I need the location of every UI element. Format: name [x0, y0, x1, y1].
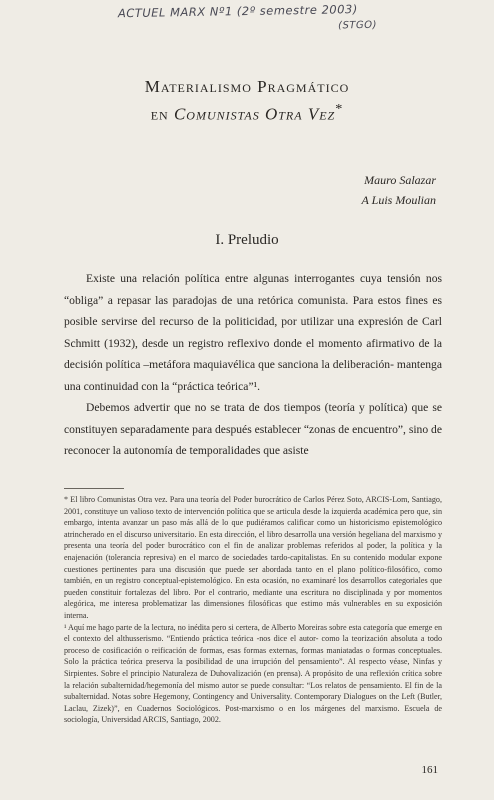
handwritten-line-2: (STGO)	[338, 19, 378, 32]
title-line-2	[0, 98, 494, 126]
article-title	[0, 76, 494, 126]
footnote-divider	[64, 488, 124, 489]
author-name: Mauro Salazar	[364, 173, 436, 187]
section-heading: I. Preludio	[215, 232, 279, 248]
footnote-star: * El libro Comunistas Otra vez. Para una teoría del Poder burocrático de Carlos Pérez Soto, ARCIS-Lom, Santiago, 2001, constituye un valioso texto de intervención política que se articula desde la izquierda académica pero que, sin embargo, intenta avanzar un paso más allá de lo que pudiéramos calificar como un historicismo epistemológico atrincherado en el discurso universitario. En esta dirección, el libro desarrolla una versión hegeliana del marxismo y presenta una teoría del poder burocrático con el fin de analizar problemas referidos al poder, la política y la enajenación (tolerancia represiva) en el marco de sociedades tardo-capitalistas. En su contenido modular expone cuestiones pertinentes para una discusión que puede ser abordada tanto en el plano político-filosófico, como también, en un registro conceptual-epistemológico. En esta ocasión, no examinaré los desarrollos categoriales que pueden constituir fortalezas del libro. Por el contrario, mediante una escritura no disciplinada y por momentos alegórica, me interesa problematizar las dimensiones filosóficas que estimo más vulnerables en su exposición interna.	[64, 495, 442, 620]
title-prefix: en	[150, 104, 174, 124]
footnote-1: ¹ Aquí me hago parte de la lectura, no inédita pero si certera, de Alberto Moreiras sobre esta categoría que emerge en el contexto del althusserismo. “Entiendo práctica teórica -nos dice el autor- como la teorización absoluta a todo proceso de cosificación o reificación de formas, esas formas externas, formas maniatadas o formas conceptuales. Solo la práctica teórica preserva la posibilidad de una irrupción del pensamiento”. Al respecto véase, Ninfas y Sirpientes. Sobre el principio Naturaleza de Duhovalización (en prensa). A propósito de una reflexión crítica sobre la relación subalternidad/hegemonía del mismo autor se puede consultar: “Los relatos de pensamiento. El fin de la subalternidad. Notas sobre Hegemony, Contingency and Universality. Contemporary Dialogues on the Left (Butler, Laclau, Zizek)”, en Cuadernos Sociológicos. Post-marxismo o en los márgenes del marxismo. Escuela de sociología, Universidad ARCIS, Santiago, 2002.	[64, 622, 442, 725]
dedication: A Luis Moulian	[361, 193, 436, 207]
body-text	[64, 268, 442, 462]
author-block	[362, 170, 436, 210]
title-line-1: Materialismo Pragmático	[144, 77, 350, 96]
paragraph-1: Existe una relación política entre algunas interrogantes cuya tensión nos “obliga” a repasar las paradojas de una retórica comunista. Para estos fines es posible servirse del recurso de la politicidad, por utilizar una expresión de Carl Schmitt (1932), desde un registro reflexivo donde el momento afirmativo de la decisión política –metáfora maquiavélica que sanciona la deliberación- mantenga una continuidad con la “práctica teórica”¹.	[64, 272, 442, 393]
page-number: 161	[421, 764, 438, 776]
title-book-name: Comunistas Otra Vez	[173, 104, 336, 124]
paragraph-2: Debemos advertir que no se trata de dos tiempos (teoría y política) que se constituyen separadamente para después establecer “zonas de encuentro”, sino de reconocer la autonomía de temporalidades que asiste	[64, 401, 442, 457]
footnotes	[64, 494, 442, 726]
title-footnote-marker: *	[335, 101, 344, 117]
handwritten-annotation	[118, 2, 377, 36]
handwritten-line-1: ACTUEL MARX Nº1 (2º semestre 2003)	[117, 2, 358, 21]
